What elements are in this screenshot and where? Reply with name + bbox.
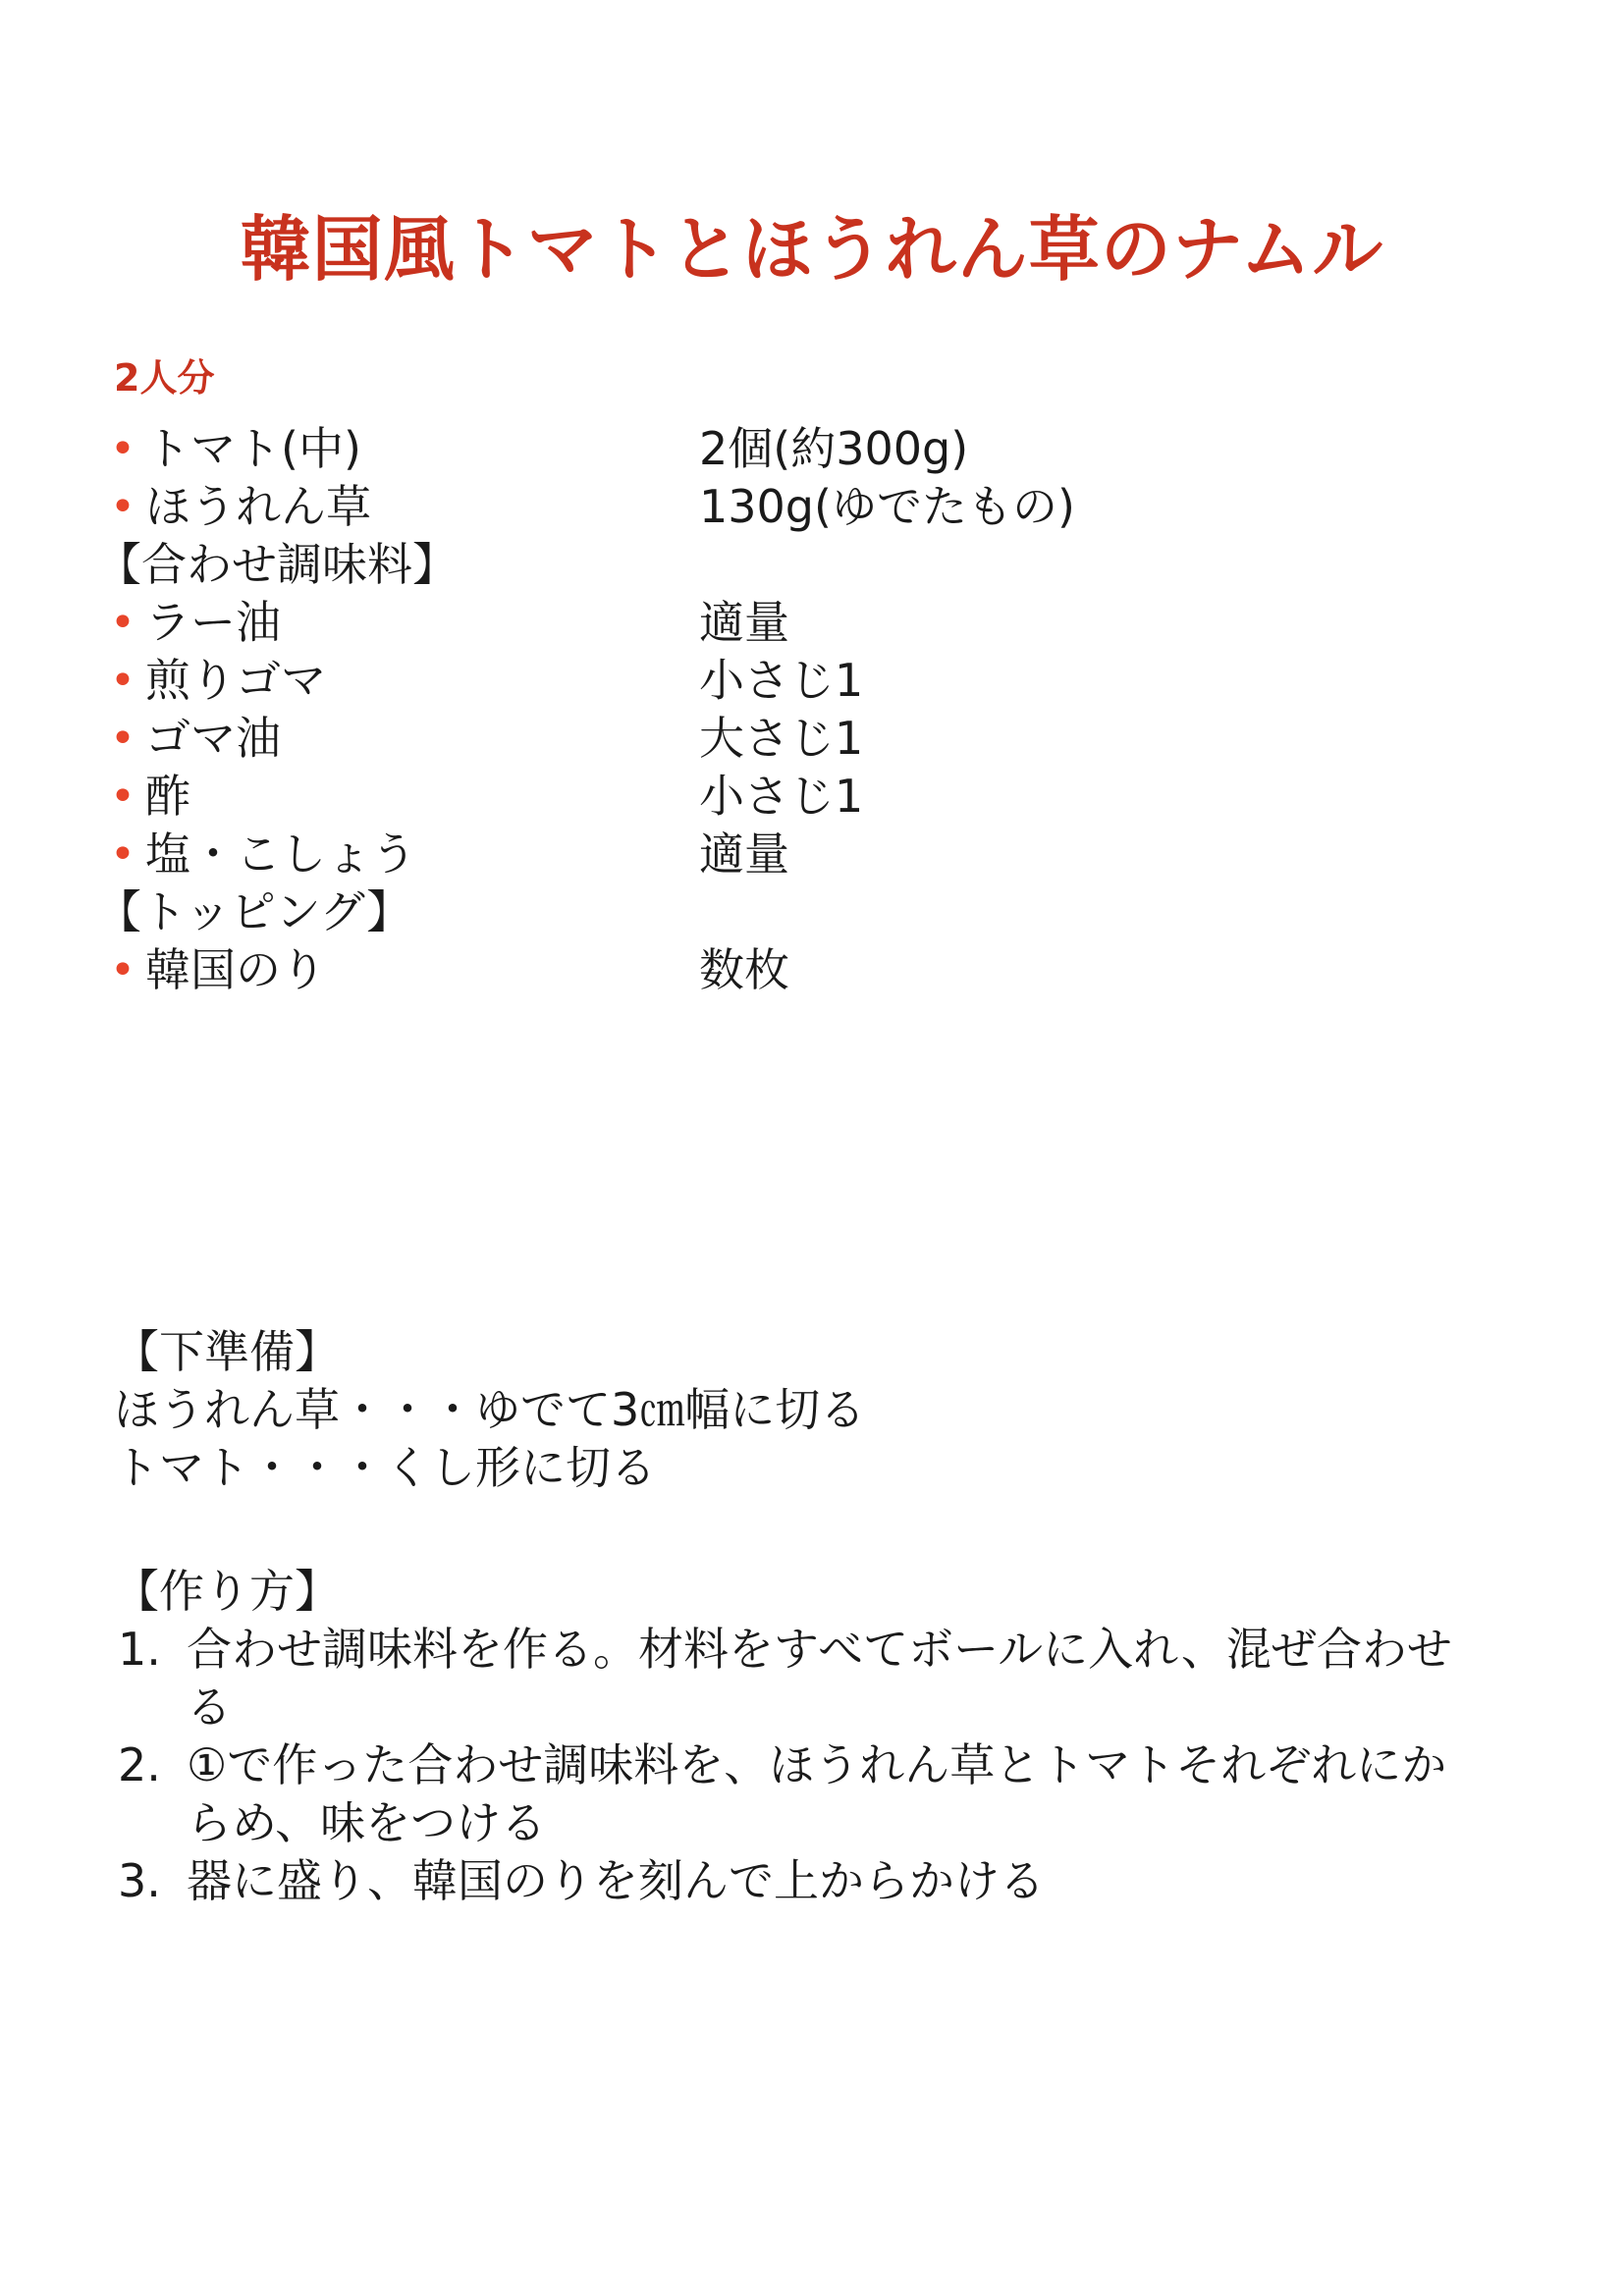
ingredient-amount: 数枚: [699, 943, 789, 996]
prep-line: トマト・・・くし形に切る: [114, 1441, 656, 1494]
ingredient-row: [96, 826, 1274, 883]
prep-line: ほうれん草・・・ゆでて3㎝幅に切る: [114, 1383, 866, 1436]
bullet-icon: •: [110, 482, 135, 532]
bullet-icon: •: [110, 598, 135, 648]
bullet-icon: •: [110, 772, 135, 822]
step-number: 3.: [118, 1854, 161, 1907]
group-heading-text: 【合わせ調味料】: [96, 538, 458, 591]
prep-section: [114, 1323, 865, 1497]
ingredient-name: ゴマ油: [145, 712, 281, 765]
ingredient-amount: 適量: [699, 828, 789, 881]
ingredient-list: [96, 420, 1274, 999]
ingredient-row: [96, 941, 1274, 999]
ingredient-name: ほうれん草: [145, 480, 371, 533]
ingredient-name: ラー油: [145, 596, 281, 649]
bullet-icon: •: [110, 945, 135, 995]
method-step: [114, 1852, 1479, 1910]
bullet-icon: •: [110, 656, 135, 706]
ingredient-name: 塩・こしょう: [145, 828, 416, 881]
ingredient-amount: 130g(ゆでたもの): [699, 480, 1075, 533]
method-step: [114, 1621, 1479, 1736]
recipe-title: 韓国風トマトとほうれん草のナムル: [240, 208, 1384, 291]
bullet-icon: •: [110, 424, 135, 474]
ingredient-row: [96, 768, 1274, 826]
method-step: [114, 1736, 1479, 1852]
ingredient-amount: 大さじ1: [699, 712, 864, 765]
ingredient-group-heading: [96, 883, 1274, 941]
ingredient-name: 酢: [145, 770, 190, 823]
ingredient-row: [96, 652, 1274, 710]
ingredient-amount: 2個(約300g): [699, 422, 969, 475]
ingredient-name: 煎りゴマ: [145, 654, 326, 707]
ingredient-name: トマト(中): [145, 422, 361, 475]
ingredient-amount: 小さじ1: [699, 770, 864, 823]
ingredient-amount: 小さじ1: [699, 654, 864, 707]
ingredient-group-heading: [96, 536, 1274, 594]
servings-label: 2人分: [114, 356, 215, 400]
step-number: 1.: [118, 1623, 161, 1676]
method-section: [114, 1563, 1489, 1910]
method-heading: 【作り方】: [114, 1565, 340, 1618]
step-text: ①で作った合わせ調味料を、ほうれん草とトマトそれぞれにからめ、味をつける: [187, 1738, 1447, 1849]
ingredient-row: [96, 420, 1274, 478]
ingredient-row: [96, 710, 1274, 768]
step-text: 合わせ調味料を作る。材料をすべてボールに入れ、混ぜ合わせる: [187, 1623, 1452, 1734]
bullet-icon: •: [110, 829, 135, 880]
step-number: 2.: [118, 1738, 161, 1791]
ingredient-row: [96, 478, 1274, 536]
group-heading-text: 【トッピング】: [96, 885, 412, 938]
prep-heading: 【下準備】: [114, 1325, 340, 1378]
bullet-icon: •: [110, 714, 135, 764]
ingredient-amount: 適量: [699, 596, 789, 649]
ingredient-name: 韓国のり: [145, 943, 326, 996]
step-text: 器に盛り、韓国のりを刻んで上からかける: [187, 1854, 1045, 1907]
ingredient-row: [96, 594, 1274, 652]
